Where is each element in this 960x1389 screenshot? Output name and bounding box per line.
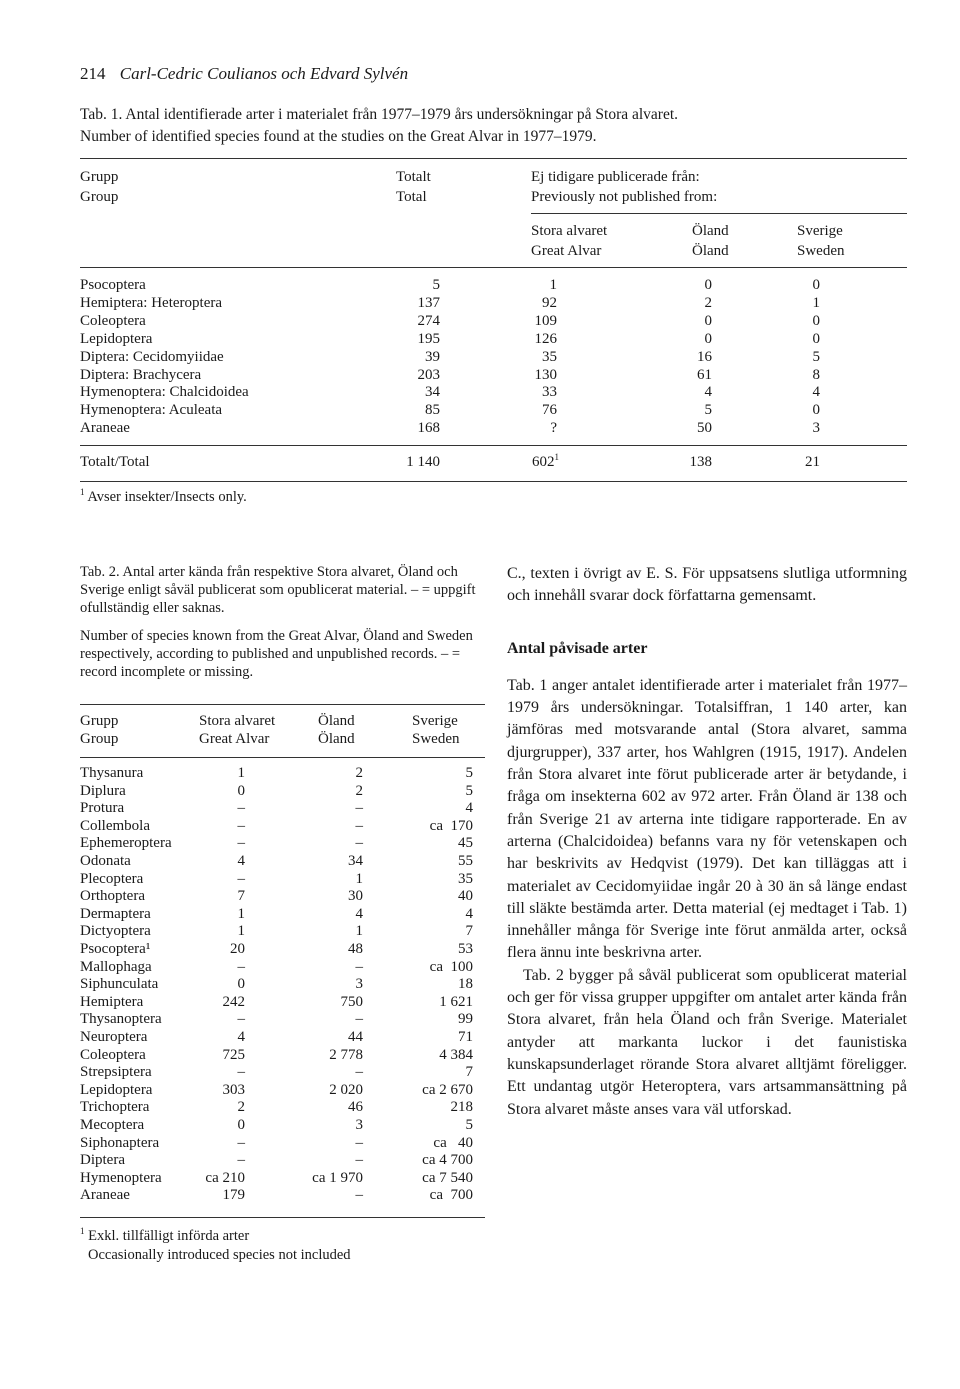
table2-cell-sweden: 5 — [465, 765, 473, 781]
table2-cell-group: Ephemeroptera — [80, 835, 172, 852]
table1-cell-great-alvar: 35 — [542, 348, 557, 365]
table2-cell-group: Thysanoptera — [80, 1011, 162, 1028]
table1-cell-oland: 50 — [697, 420, 712, 437]
table2-cell-group: Mallophaga — [80, 958, 152, 975]
table1-head-oland: Öland Öland — [692, 223, 729, 259]
table2-cell-group: Neuroptera — [80, 1029, 148, 1045]
table2-cell-sweden: 40 — [458, 888, 473, 905]
table1-head-rule — [80, 267, 907, 268]
table2-cell-sweden: 218 — [450, 1099, 473, 1116]
table2-cell-sweden: ca 4 700 — [422, 1152, 473, 1169]
table2-cell-oland: – — [355, 1152, 363, 1169]
table1-cell-total: 5 — [432, 277, 440, 293]
table1-cell-oland: 4 — [704, 384, 712, 401]
table2-cell-oland: 2 — [355, 765, 363, 781]
table2-cell-great-alvar: – — [237, 1064, 245, 1081]
table2-cell-great-alvar: 1 — [237, 765, 245, 781]
table1-head-sweden: Sverige Sweden — [797, 223, 845, 259]
table1-cell-sweden: 0 — [812, 312, 820, 329]
table2-cell-great-alvar: – — [237, 817, 245, 834]
table1-cell-oland: 16 — [697, 348, 712, 365]
table1-cell-group: Coleoptera — [80, 312, 146, 329]
table1-cell-oland: 0 — [704, 330, 712, 347]
table1-cell-sweden: 1 — [812, 294, 820, 311]
table1-cell-sweden: 8 — [812, 366, 820, 383]
table2-cell-oland: 750 — [340, 993, 363, 1010]
table2-cell-great-alvar: ca 210 — [205, 1169, 245, 1186]
table1-cell-total: 39 — [425, 348, 440, 365]
table2-cell-sweden: ca 2 670 — [422, 1081, 473, 1098]
table2-cell-group: Dermaptera — [80, 905, 151, 922]
table2-cell-sweden: ca 100 — [429, 958, 473, 975]
table2-footnote: $^1$ Exkl. tillfälligt införda arter Occasionally introduced species not included — [80, 1226, 351, 1263]
table2-cell-group: Coleoptera — [80, 1046, 146, 1063]
table1-top-rule — [80, 158, 907, 159]
table1-footnote: $^1$ Avser insekter/Insects only. — [80, 487, 247, 505]
table2-cell-oland: 4 — [355, 905, 363, 922]
table2-cell-group: Hymenoptera — [80, 1169, 162, 1186]
table2-cell-group: Araneae — [80, 1187, 130, 1204]
table1-mid-rule — [531, 213, 907, 214]
table2-cell-great-alvar: 20 — [230, 941, 245, 957]
table2-cell-sweden: 7 — [465, 1064, 473, 1081]
table1-cell-total: 168 — [417, 420, 440, 437]
table2-caption-en: Number of species known from the Great Alvar, Öland and Sweden respectively, according to published and unpublished records. – = record incomplete or missing. — [80, 628, 473, 680]
table2-cell-oland: 2 020 — [329, 1081, 363, 1098]
table2-cell-group: Psocoptera¹ — [80, 941, 151, 957]
table2-cell-great-alvar: – — [237, 1134, 245, 1151]
table2-cell-sweden: ca 700 — [429, 1187, 473, 1204]
table2-cell-group: Hemiptera — [80, 993, 144, 1010]
table1-cell-group: Araneae — [80, 420, 130, 437]
table2-cell-oland: 2 778 — [329, 1046, 363, 1063]
table2-cell-great-alvar: – — [237, 1011, 245, 1028]
table1-caption — [80, 104, 900, 148]
table2-cell-oland: 1 — [355, 870, 363, 887]
table2-cell-great-alvar: 242 — [222, 993, 245, 1010]
table1-head-great-alvar: Stora alvaret Great Alvar — [531, 223, 608, 259]
table2-cell-sweden: 4 — [465, 800, 473, 817]
table1-total-total: 1 140 — [406, 454, 440, 470]
table2-caption — [80, 563, 485, 691]
table2-cell-group: Mecoptera — [80, 1117, 145, 1133]
table1-cell-sweden: 0 — [812, 402, 820, 419]
table1-total-rule — [80, 445, 907, 446]
table2-head-oland: Öland Öland — [318, 713, 355, 747]
table2-cell-sweden: 35 — [458, 870, 473, 887]
table1-cell-sweden: 5 — [812, 348, 820, 365]
table1-cell-total: 195 — [417, 330, 440, 347]
table2-cell-sweden: 5 — [465, 1117, 473, 1133]
table1-cell-group: Diptera: Brachycera — [80, 366, 202, 383]
table1-cell-oland: 2 — [704, 294, 712, 311]
table2-cell-great-alvar: – — [237, 800, 245, 817]
table2-cell-sweden: 71 — [458, 1029, 473, 1045]
table2-cell-group: Thysanura — [80, 765, 144, 781]
body-text-column — [507, 563, 907, 1121]
table1-total-label: Totalt/Total — [80, 454, 150, 470]
table2-head-group: Grupp Group — [80, 713, 119, 747]
table2-bottom-rule — [80, 1217, 485, 1218]
table1-cell-total: 137 — [417, 294, 440, 311]
table2-cell-great-alvar: 0 — [237, 782, 245, 799]
table1-cell-oland: 5 — [704, 402, 712, 419]
table2-cell-oland: 3 — [355, 976, 363, 993]
table1-cell-group: Hemiptera: Heteroptera — [80, 294, 223, 311]
table1-cell-total: 85 — [425, 402, 440, 419]
table2-cell-group: Protura — [80, 800, 125, 817]
table1-cell-group: Hymenoptera: Chalcidoidea — [80, 384, 249, 401]
table1-cell-great-alvar: 130 — [534, 366, 557, 383]
table2-cell-group: Diplura — [80, 782, 126, 799]
table1-head-total: Totalt Total — [396, 169, 431, 205]
table1-cell-sweden: 4 — [812, 384, 820, 401]
table2-cell-group: Collembola — [80, 817, 150, 834]
table2-cell-group: Odonata — [80, 853, 131, 869]
paragraph-tab1: Tab. 1 anger antalet identifierade arter i materialet från 1977–1979 års undersökningar. Totalsiffran, 1 140 arter, kan jämföras med motsvarande antal (Stora alvaret, samma djurgrupper), 337 arter, hos Wahlgren (1915, 1917). Andelen från Stora alvaret inte förut publicerade arter är betydande, i fråga om insekterna 602 av 972 arter. Från Öland är 138 och från Sverige 21 av arterna inte tidigare rapporterade. En av arterna (Chalcidoidea) befanns vara ny för vetenskapen och har beskrivits av Hedqvist (1979). Det kan tilläggas att i materialet av Cecidomyiidae ingår 20 à 30 än så länge endast till släkte bestämda arter. Detta material (ej medtaget i Tab. 1) innehåller många för Sverige inte förut anmälda arter, också flera ännu inte beskrivna arter. — [507, 676, 907, 962]
table2-cell-great-alvar: – — [237, 835, 245, 852]
table2-head-great-alvar: Stora alvaret Great Alvar — [199, 713, 276, 747]
page-number: 214 — [80, 64, 106, 83]
paragraph-intro: C., texten i övrigt av E. S. För uppsatsens slutliga utformning och innehåll svarar dock författarna gemensamt. — [507, 565, 907, 605]
table2-cell-oland: – — [355, 817, 363, 834]
table2-cell-sweden: 4 — [465, 905, 473, 922]
table2-cell-great-alvar: – — [237, 870, 245, 887]
table1-cell-sweden: 0 — [812, 330, 820, 347]
table1-total-oland: 138 — [689, 454, 712, 470]
table2-cell-oland: – — [355, 1064, 363, 1081]
table2-cell-great-alvar: 1 — [237, 905, 245, 922]
table2-cell-oland: – — [355, 1134, 363, 1151]
table1-cell-group: Lepidoptera — [80, 330, 153, 347]
table2-cell-oland: 48 — [348, 941, 363, 957]
table1-cell-sweden: 3 — [812, 420, 820, 437]
table1-cell-great-alvar: 109 — [534, 312, 557, 329]
table1-cell-group: Hymenoptera: Aculeata — [80, 402, 223, 419]
table1-caption-sv: Tab. 1. Antal identifierade arter i materialet från 1977–1979 års undersökningar på Stora alvaret. — [80, 106, 679, 123]
table2-cell-great-alvar: 4 — [237, 1029, 245, 1045]
table1-total-sweden: 21 — [805, 454, 820, 470]
table1-cell-great-alvar: 76 — [542, 402, 557, 419]
table1-cell-total: 203 — [417, 366, 440, 383]
table2-cell-sweden: 7 — [465, 923, 473, 940]
table2-cell-sweden: 18 — [458, 976, 473, 993]
table2-cell-oland: – — [355, 835, 363, 852]
table1-cell-great-alvar: 1 — [549, 277, 557, 293]
table2-cell-group: Orthoptera — [80, 888, 145, 905]
table2-cell-group: Plecoptera — [80, 870, 144, 887]
table2-cell-sweden: 5 — [465, 782, 473, 799]
table2-cell-sweden: ca 40 — [433, 1134, 473, 1151]
table2-cell-group: Strepsiptera — [80, 1064, 152, 1081]
table2-cell-great-alvar: 1 — [237, 923, 245, 940]
table2-cell-great-alvar: 7 — [237, 888, 245, 905]
table2-cell-oland: 1 — [355, 923, 363, 940]
table2-cell-oland: – — [355, 958, 363, 975]
table2-cell-group: Lepidoptera — [80, 1081, 153, 1098]
table1-cell-group: Psocoptera — [80, 277, 146, 293]
table2-cell-oland: 46 — [348, 1099, 363, 1116]
table2-cell-great-alvar: 179 — [222, 1187, 245, 1204]
table2-cell-great-alvar: 4 — [237, 853, 245, 869]
table2-cell-sweden: 55 — [458, 853, 473, 869]
table2-cell-great-alvar: 0 — [237, 976, 245, 993]
table2-cell-great-alvar: 725 — [222, 1046, 245, 1063]
table2-cell-group: Trichoptera — [80, 1099, 150, 1116]
table2-cell-group: Siphonaptera — [80, 1134, 160, 1151]
table1-head-prev: Ej tidigare publicerade från: Previously not published from: — [531, 169, 718, 205]
table2-cell-oland: 30 — [348, 888, 363, 905]
table1-bottom-rule — [80, 481, 907, 482]
table2-cell-sweden: 45 — [458, 835, 473, 852]
table2-cell-great-alvar: 303 — [222, 1081, 245, 1098]
table1-cell-great-alvar: ? — [550, 420, 557, 437]
table1-cell-oland: 0 — [704, 277, 712, 293]
table2-cell-sweden: 1 621 — [439, 993, 473, 1010]
table2-cell-oland: 44 — [348, 1029, 363, 1045]
table2-cell-sweden: 4 384 — [439, 1046, 473, 1063]
table2-cell-oland: 34 — [348, 853, 363, 869]
table2-cell-group: Siphunculata — [80, 976, 159, 993]
table2-cell-group: Diptera — [80, 1152, 125, 1169]
table1-cell-oland: 0 — [704, 312, 712, 329]
table2-cell-great-alvar: – — [237, 958, 245, 975]
section-heading: Antal påvisade arter — [507, 639, 648, 657]
table2-cell-group: Dictyoptera — [80, 923, 151, 940]
table2-cell-sweden: ca 7 540 — [422, 1169, 473, 1186]
table2-cell-oland: ca 1 970 — [312, 1169, 363, 1186]
table2-head-sweden: Sverige Sweden — [412, 713, 460, 747]
table1-cell-sweden: 0 — [812, 277, 820, 293]
paragraph-tab2: Tab. 2 bygger på såväl publicerat som opublicerat material och ger för vissa grupper uppgifter om antalet arter kända från Stora alvaret, från hela Öland och från Sverige. Materialet antyder att markanta luckor i det faunistiska kunskapsunderlaget rörande Stora alvaret alltjämt föreligger. Ett undantag utgör Heteroptera, vars artsammansättning på Stora alvaret måste anses vara väl utforskad. — [507, 966, 907, 1118]
table1-cell-great-alvar: 33 — [542, 384, 557, 401]
table2-head-rule — [80, 757, 485, 758]
table1-cell-great-alvar: 126 — [534, 330, 557, 347]
table2-cell-oland: 3 — [355, 1117, 363, 1133]
table2-cell-great-alvar: – — [237, 1152, 245, 1169]
table2-cell-sweden: 53 — [458, 941, 473, 957]
table2-caption-sv: Tab. 2. Antal arter kända från respektive Stora alvaret, Öland och Sverige enligt såväl publicerat som opublicerat material. – = uppgift ofullständig eller saknas. — [80, 564, 476, 616]
table1-cell-total: 274 — [417, 312, 440, 329]
table1-cell-great-alvar: 92 — [542, 294, 557, 311]
table2-cell-sweden: ca 170 — [429, 817, 473, 834]
table2-cell-sweden: 99 — [458, 1011, 473, 1028]
table2-cell-oland: 2 — [355, 782, 363, 799]
table2-cell-great-alvar: 0 — [237, 1117, 245, 1133]
table1-cell-total: 34 — [425, 384, 440, 401]
page-header — [80, 64, 408, 84]
table1-cell-oland: 61 — [697, 366, 712, 383]
table1-cell-group: Diptera: Cecidomyiidae — [80, 348, 224, 365]
table2-cell-great-alvar: 2 — [237, 1099, 245, 1116]
table1-caption-en: Number of identified species found at the studies on the Great Alvar in 1977–1979. — [80, 128, 597, 145]
table2-cell-oland: – — [355, 800, 363, 817]
authors: Carl-Cedric Coulianos och Edvard Sylvén — [119, 64, 409, 83]
table2-top-rule — [80, 704, 485, 705]
table2-cell-oland: – — [355, 1011, 363, 1028]
table1-head-group: Grupp Group — [80, 169, 119, 205]
table2-cell-oland: – — [355, 1187, 363, 1204]
table1-total-great-alvar: $602^1$ — [532, 452, 559, 470]
